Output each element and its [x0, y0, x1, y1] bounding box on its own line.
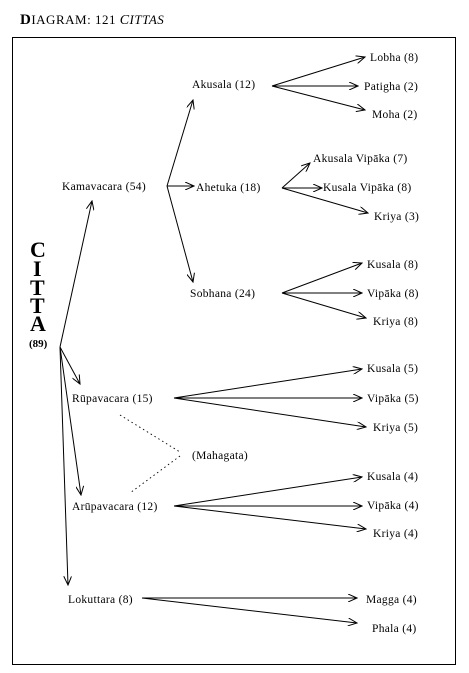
leaf-so-vipaka: Vipāka (8) [367, 288, 419, 300]
arrow-arupa-kriya [174, 506, 366, 529]
leaf-ru-vipaka: Vipāka (5) [367, 393, 419, 405]
title-rest2: ITTAS [129, 12, 165, 27]
root-count: (89) [29, 338, 48, 350]
node-kamavacara: Kamavacara (54) [62, 181, 146, 193]
title-sep: : 121 [87, 12, 120, 27]
leaf-so-kusala: Kusala (8) [367, 259, 419, 271]
leaf-ar-kusala: Kusala (4) [367, 471, 419, 483]
node-ahetuka: Ahetuka (18) [196, 182, 261, 194]
arrow-rupa-kriya [174, 398, 366, 427]
arrow-loku-phala [142, 598, 357, 623]
arrow-arupa-kusala [174, 477, 362, 506]
root-letter-i: I [33, 256, 42, 281]
title-rest: IAGRAM [31, 12, 88, 27]
leaf-lobha: Lobha (8) [370, 52, 419, 64]
mahagata-bracket-upper [120, 415, 180, 452]
leaf-ku-vipaka: Kusala Vipāka (8) [323, 182, 412, 194]
leaf-ah-kriya: Kriya (3) [374, 211, 420, 223]
node-sobhana: Sobhana (24) [190, 288, 256, 300]
arrow-akusala-moha [272, 86, 365, 110]
arrow-kama-sobhana [167, 186, 193, 282]
title-cap: D [20, 12, 32, 28]
leaf-ru-kusala: Kusala (5) [367, 363, 419, 375]
arrow-kama-akusala [167, 100, 193, 186]
node-arupavacara: Arūpavacara (12) [72, 501, 158, 513]
arrow-root-kamavacara [60, 201, 92, 347]
node-lokuttara: Lokuttara (8) [68, 594, 133, 606]
arrow-rupa-kusala [174, 369, 362, 398]
arrow-root-arupavacara [60, 347, 81, 495]
arrow-root-lokuttara [60, 347, 68, 585]
leaf-moha: Moha (2) [372, 109, 418, 121]
leaf-ar-kriya: Kriya (4) [373, 528, 419, 540]
leaf-patigha: Patigha (2) [364, 81, 419, 93]
root-letter-c: C [30, 237, 46, 262]
mahagata-bracket-lower [130, 456, 180, 493]
arrow-sobhana-kusala [282, 263, 362, 293]
arrow-ahetuka-akvipaka [282, 163, 310, 188]
arrow-sobhana-kriya [282, 293, 366, 318]
leaf-magga: Magga (4) [366, 594, 417, 606]
leaf-ar-vipaka: Vipāka (4) [367, 500, 419, 512]
leaf-ak-vipaka: Akusala Vipāka (7) [313, 153, 408, 165]
root-letter-t1: T [30, 275, 45, 300]
node-rupavacara: Rūpavacara (15) [72, 393, 153, 405]
node-mahagata: (Mahagata) [192, 450, 248, 462]
arrow-akusala-lobha [272, 57, 365, 86]
root-letter-a: A [30, 311, 46, 336]
leaf-phala: Phala (4) [372, 623, 417, 635]
root-letter-t2: T [30, 293, 45, 318]
title-cap2: C [119, 13, 130, 28]
leaf-so-kriya: Kriya (8) [373, 316, 419, 328]
node-akusala: Akusala (12) [192, 79, 256, 91]
leaf-ru-kriya: Kriya (5) [373, 422, 419, 434]
